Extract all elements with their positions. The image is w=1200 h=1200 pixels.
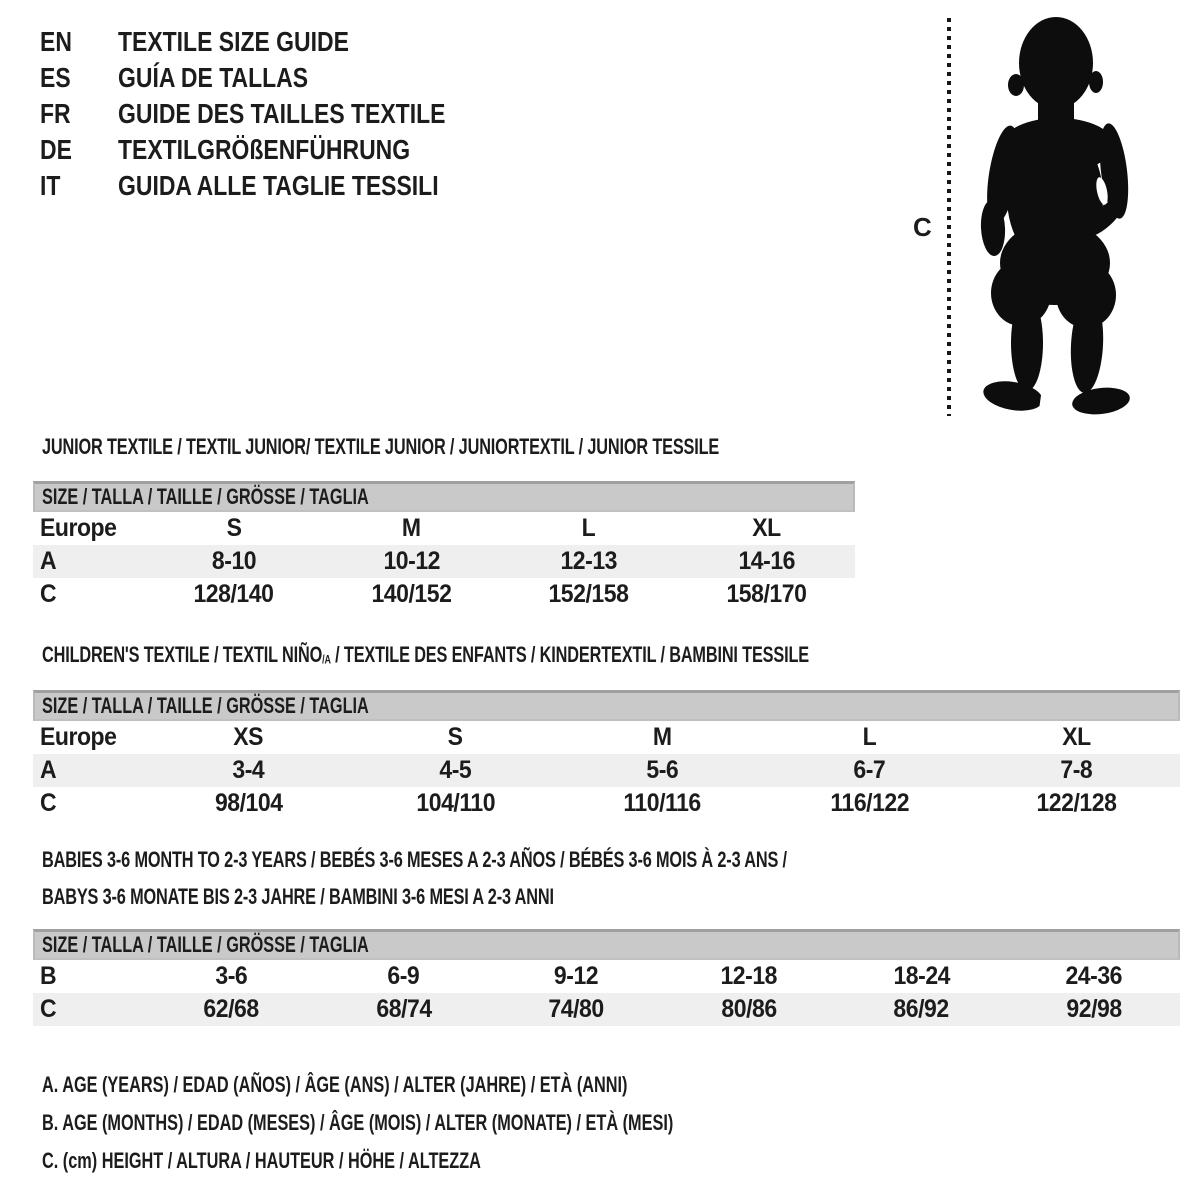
table-row-europe [33,721,1180,754]
table-row-height [33,578,855,611]
size-cell: 6-9 [387,962,420,990]
size-cell: 122/128 [1036,789,1117,817]
nino-a-subscript: /A [322,652,331,667]
language-code: EN [40,26,72,57]
section-title-junior: JUNIOR TEXTILE / TEXTIL JUNIOR/ TEXTILE JUNIOR / JUNIORTEXTIL / JUNIOR TESSILE [42,434,720,459]
height-measure-label: C [913,212,932,242]
height-dashed-line [947,18,951,416]
size-header-bar: SIZE / TALLA / TAILLE / GRÖSSE / TAGLIA [33,929,1180,960]
size-cell: M [653,723,672,751]
size-cell: L [581,514,596,542]
legend-line-b: B. AGE (MONTHS) / EDAD (MESES) / ÂGE (MOIS) / ALTER (MONATE) / ETÀ (MESI) [42,1110,674,1135]
size-cell: 110/116 [623,789,702,817]
table-row-age [33,754,1180,787]
size-cell: 7-8 [1060,756,1093,784]
table-row-europe [33,512,855,545]
size-cell: L [862,723,877,751]
size-cell: 116/122 [830,789,909,817]
row-label-cell: Europe [40,514,117,542]
size-cell: 74/80 [548,995,604,1023]
row-label-cell: C [40,789,57,817]
language-title: GUIDE DES TAILLES TEXTILE [118,98,446,129]
size-cell: 92/98 [1066,995,1122,1023]
size-cell: 5-6 [646,756,679,784]
size-table [33,960,1180,1026]
size-cell: 152/158 [548,580,629,608]
language-title: TEXTILGRÖßENFÜHRUNG [118,134,411,165]
size-header-bar: SIZE / TALLA / TAILLE / GRÖSSE / TAGLIA [33,481,855,512]
size-cell: 12-13 [560,547,618,575]
size-cell: 62/68 [203,995,259,1023]
size-cell: XL [1062,723,1091,751]
toddler-silhouette-icon [965,15,1137,417]
size-cell: XS [233,723,264,751]
size-table-children [33,690,1180,820]
size-cell: 128/140 [193,580,274,608]
table-row-height [33,787,1180,820]
size-cell: 18-24 [892,962,950,990]
size-table-junior [33,481,855,611]
size-cell: 140/152 [371,580,452,608]
size-cell: S [448,723,463,751]
row-label-cell: C [40,580,57,608]
size-table [33,512,855,611]
size-cell: 3-6 [215,962,248,990]
size-cell: 86/92 [893,995,949,1023]
row-label-cell: A [40,756,57,784]
size-cell: 9-12 [554,962,599,990]
size-cell: 158/170 [726,580,807,608]
size-cell: 80/86 [721,995,777,1023]
language-code: FR [40,98,71,129]
legend-line-c: C. (cm) HEIGHT / ALTURA / HAUTEUR / HÖHE / ALTEZZA [42,1148,481,1173]
size-cell: 10-12 [382,547,440,575]
size-cell: 4-5 [439,756,472,784]
language-code: ES [40,62,71,93]
size-table-babies [33,929,1180,1026]
language-code: IT [40,170,61,201]
table-row-age-months [33,960,1180,993]
row-label-cell: Europe [40,723,117,751]
language-code: DE [40,134,72,165]
language-title: GUIDA ALLE TAGLIE TESSILI [118,170,439,201]
size-cell: 24-36 [1065,962,1123,990]
size-cell: S [226,514,242,542]
section-title-children: CHILDREN'S TEXTILE / TEXTIL NIÑO/A / TEXTILE DES ENFANTS / KINDERTEXTIL / BAMBINI TESSILE [42,642,809,667]
size-cell: 68/74 [376,995,432,1023]
section-title-babies: BABIES 3-6 MONTH TO 2-3 YEARS / BEBÉS 3-6 MESES A 2-3 AÑOS / BÉBÉS 3-6 MOIS À 2-3 ANS / BABYS 3-6 MONATE BIS 2-3 JAHRE / BAMBINI 3-6 MESI A 2-3 ANNI [42,847,787,909]
size-cell: 98/104 [214,789,283,817]
size-cell: 3-4 [232,756,265,784]
table-row-height [33,993,1180,1026]
table-row-age [33,545,855,578]
row-label-cell: B [40,962,57,990]
size-table [33,721,1180,820]
legend [42,1066,895,1180]
size-header-bar: SIZE / TALLA / TAILLE / GRÖSSE / TAGLIA [33,690,1180,721]
row-label-cell: C [40,995,57,1023]
size-cell: 12-18 [720,962,778,990]
legend-line-a: A. AGE (YEARS) / EDAD (AÑOS) / ÂGE (ANS) / ALTER (JAHRE) / ETÀ (ANNI) [42,1072,628,1097]
size-cell: 104/110 [416,789,495,817]
size-cell: 14-16 [737,547,795,575]
language-title: GUÍA DE TALLAS [118,62,309,93]
language-title: TEXTILE SIZE GUIDE [118,26,349,57]
row-label-cell: A [40,547,57,575]
size-cell: 8-10 [211,547,256,575]
size-cell: 6-7 [853,756,886,784]
size-cell: M [401,514,421,542]
size-cell: XL [752,514,781,542]
